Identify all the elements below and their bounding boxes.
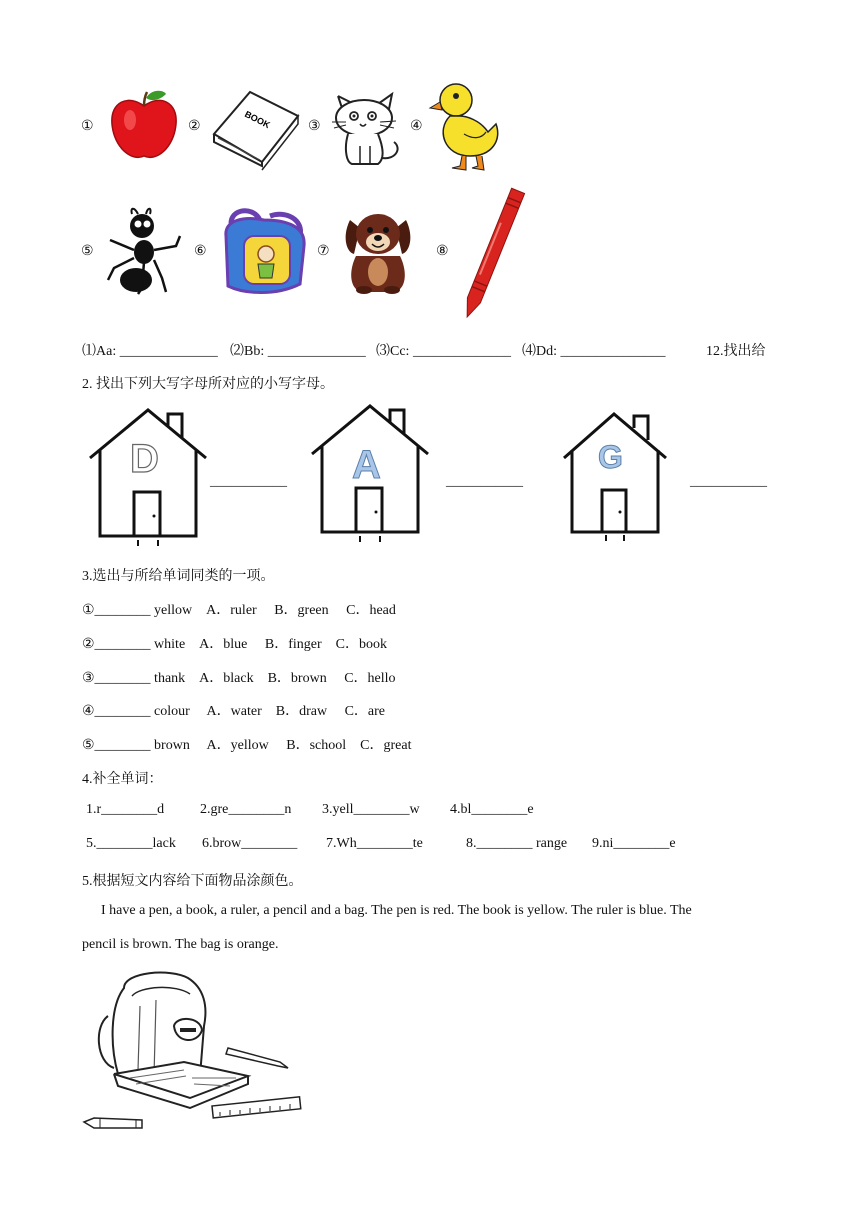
house-a-blank: ___________ [446, 474, 523, 489]
picture-number-4: ④ [410, 119, 423, 134]
q5-paragraph-line-1: I have a pen, a book, a ruler, a pencil and a bag. The pen is red. The book is yellow. The ruler is blue. The [101, 903, 692, 918]
ant-icon [104, 206, 184, 301]
book-cover-label: BOOK [243, 109, 272, 131]
picture-number-1: ① [81, 119, 94, 134]
picture-number-5: ⑤ [81, 244, 94, 259]
picture-number-6: ⑥ [194, 244, 207, 259]
q5-paragraph-line-2: pencil is brown. The bag is orange. [82, 937, 279, 952]
crayon-icon [460, 182, 526, 329]
picture-number-2: ② [188, 119, 201, 134]
q4-word-4: 4.bl________e [450, 802, 534, 817]
picture-number-3: ③ [308, 119, 321, 134]
q3-item-1: ①________ yellow A．ruler B．green C．head [82, 603, 396, 618]
house-letter-a: A [352, 443, 381, 487]
house-g-blank: ___________ [690, 474, 767, 489]
q3-item-2: ②________ white A．blue B．finger C．book [82, 637, 387, 652]
question-3-title: 3.选出与所给单词同类的一项。 [82, 569, 275, 584]
backpack-icon [216, 206, 312, 301]
house-letter-d: D [130, 437, 159, 481]
book-icon [210, 86, 302, 171]
answer-line-aa: ⑴Aa: ______________ [82, 344, 218, 359]
apple-icon [108, 88, 180, 169]
question-5-title: 5.根据短文内容给下面物品涂颜色。 [82, 874, 303, 889]
picture-number-7: ⑦ [317, 244, 330, 259]
q3-item-3: ③________ thank A．black B．brown C．hello [82, 671, 396, 686]
house-d-blank: ___________ [210, 474, 287, 489]
coloring-illustration [80, 966, 306, 1141]
answer-line-dd: ⑷Dd: _______________ [522, 344, 666, 359]
q4-word-2: 2.gre________n [200, 802, 292, 817]
question-2-title: 2. 找出下列大写字母所对应的小写字母。 [82, 377, 334, 392]
duck-icon [430, 80, 506, 177]
q4-word-6: 6.brow________ [202, 836, 298, 851]
answer-line-cc: ⑶Cc: ______________ [376, 344, 511, 359]
ruler-outline-icon [212, 1097, 301, 1118]
pencil-outline-icon [84, 1118, 142, 1128]
q4-word-9: 9.ni________e [592, 836, 676, 851]
house-d [86, 406, 210, 553]
q4-word-8: 8.________ range [466, 836, 568, 851]
q4-word-5: 5.________lack [86, 836, 176, 851]
cat-icon [330, 88, 406, 171]
q3-item-5: ⑤________ brown A．yellow B．school C．great [82, 738, 412, 753]
house-g [560, 410, 670, 547]
q4-word-1: 1.r________d [86, 802, 165, 817]
answer-line-bb: ⑵Bb: ______________ [230, 344, 366, 359]
dog-icon [342, 206, 414, 299]
picture-number-8: ⑧ [436, 244, 449, 259]
question-4-title: 4.补全单词： [82, 772, 163, 787]
house-a [308, 402, 432, 549]
question-12-fragment: 12.找出给 [706, 344, 766, 359]
q3-item-4: ④________ colour A．water B．draw C．are [82, 704, 385, 719]
pen-outline-icon [226, 1048, 288, 1068]
q4-word-7: 7.Wh________te [326, 836, 423, 851]
q4-word-3: 3.yell________w [322, 802, 420, 817]
house-letter-g: G [598, 439, 623, 475]
